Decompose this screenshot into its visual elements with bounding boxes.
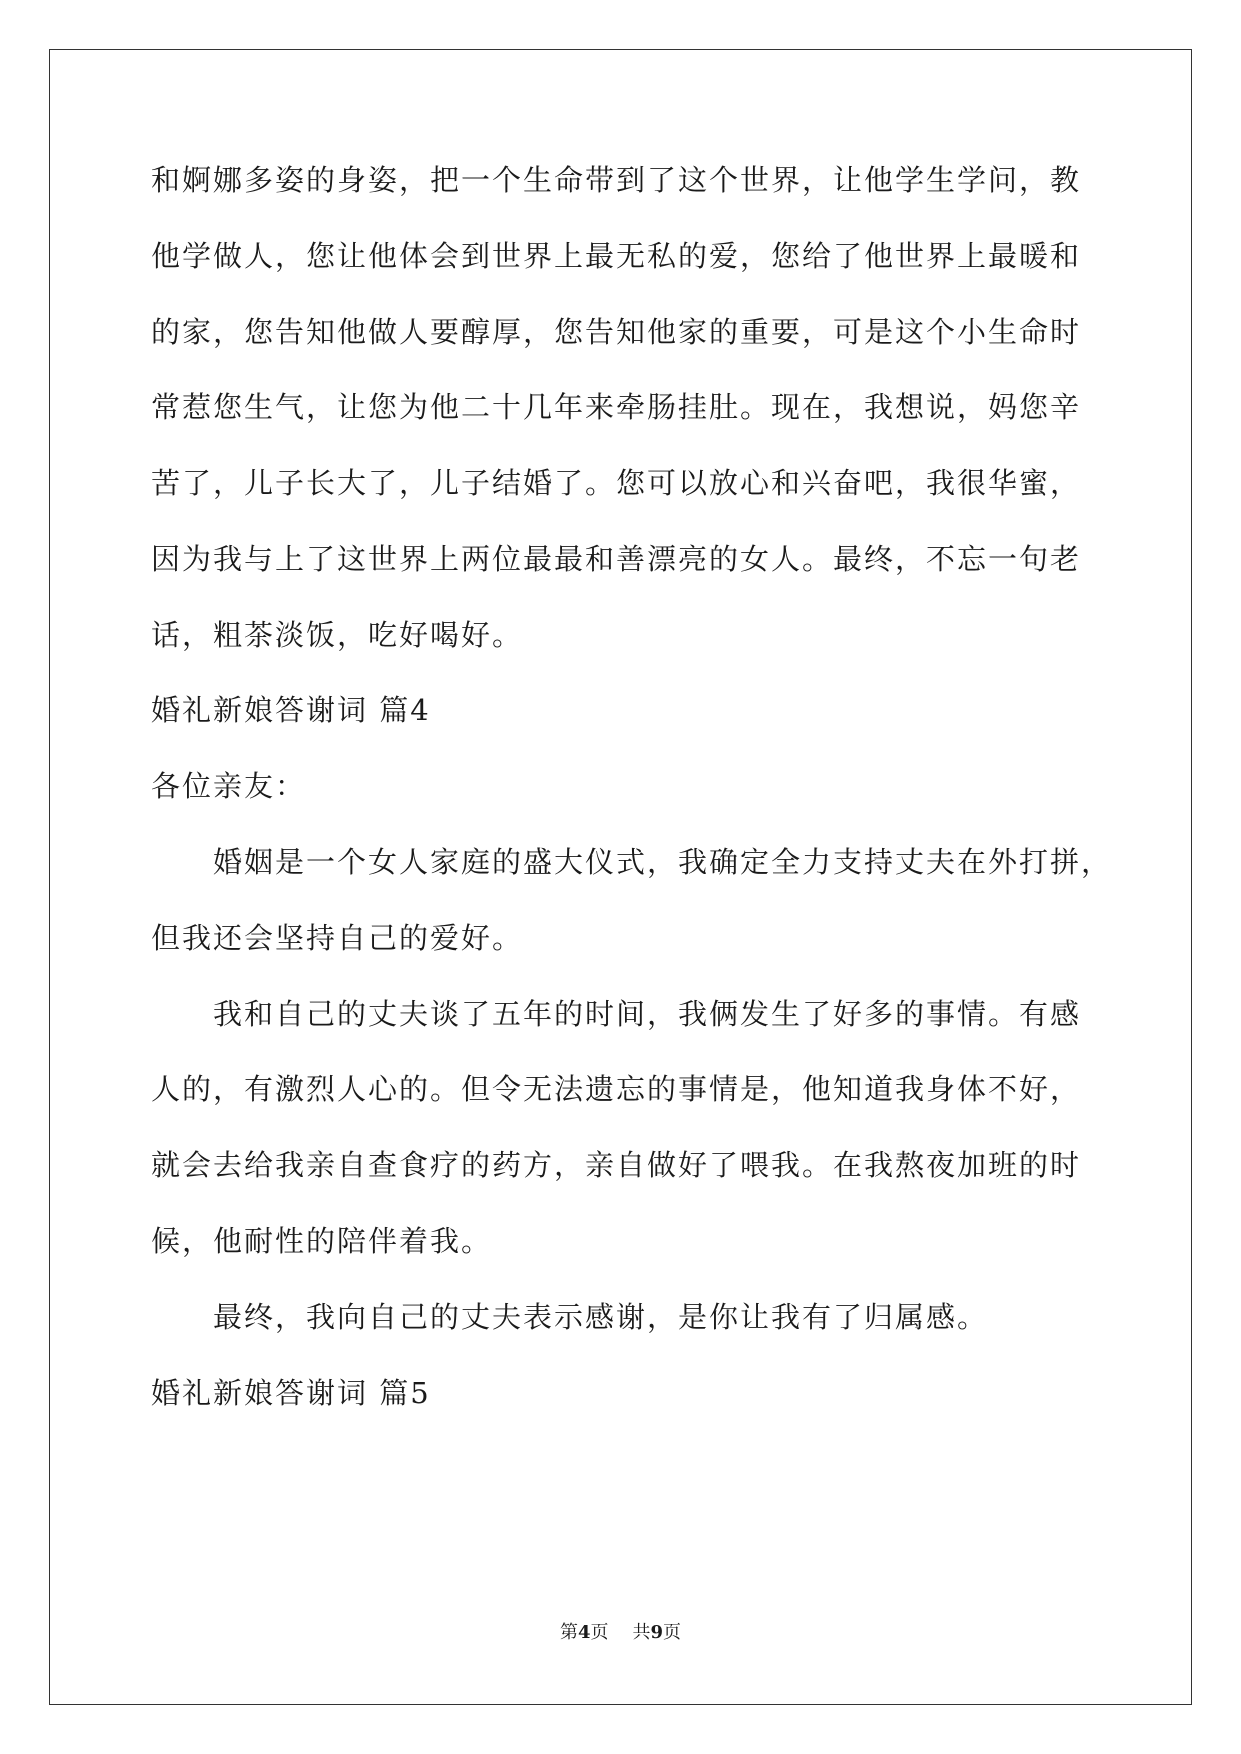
body-text-line: 的家，您告知他做人要醇厚，您告知他家的重要，可是这个小生命时 xyxy=(151,315,1082,349)
body-text-line: 苦了，儿子长大了，儿子结婚了。您可以放心和兴奋吧，我很华蜜， xyxy=(151,466,1082,500)
paragraph-first-line: 最终，我向自己的丈夫表示感谢，是你让我有了归属感。 xyxy=(213,1300,989,1334)
paragraph-first-line: 婚姻是一个女人家庭的盛大仪式，我确定全力支持丈夫在外打拼， xyxy=(213,845,1113,879)
body-text-line: 话，粗茶淡饭，吃好喝好。 xyxy=(151,618,524,652)
section-heading: 婚礼新娘答谢词 篇4 xyxy=(151,693,431,727)
body-text-line: 常惹您生气，让您为他二十几年来牵肠挂肚。现在，我想说，妈您辛 xyxy=(151,390,1082,424)
page-number-prefix: 第 xyxy=(559,1622,578,1643)
section-heading: 婚礼新娘答谢词 篇5 xyxy=(151,1376,431,1410)
total-pages-prefix: 共 xyxy=(632,1622,651,1643)
salutation: 各位亲友： xyxy=(151,769,307,803)
body-text-line: 但我还会坚持自己的爱好。 xyxy=(151,921,524,955)
body-text-line: 就会去给我亲自查食疗的药方，亲自做好了喂我。在我熬夜加班的时 xyxy=(151,1148,1082,1182)
body-text-line: 因为我与上了这世界上两位最最和善漂亮的女人。最终，不忘一句老 xyxy=(151,542,1082,576)
current-page-number: 4 xyxy=(577,1622,591,1643)
page-number-suffix: 页 xyxy=(590,1622,609,1643)
body-text-line: 他学做人，您让他体会到世界上最无私的爱，您给了他世界上最暖和 xyxy=(151,239,1082,273)
total-pages-suffix: 页 xyxy=(663,1622,682,1643)
page-footer xyxy=(0,1621,1241,1645)
body-text-line: 和婀娜多姿的身姿，把一个生命带到了这个世界，让他学生学问，教 xyxy=(151,163,1082,197)
body-text-line: 候，他耐性的陪伴着我。 xyxy=(151,1224,493,1258)
paragraph-first-line: 我和自己的丈夫谈了五年的时间，我俩发生了好多的事情。有感 xyxy=(213,997,1082,1031)
body-text-line: 人的，有激烈人心的。但令无法遗忘的事情是，他知道我身体不好， xyxy=(151,1072,1082,1106)
total-page-count: 9 xyxy=(650,1622,664,1643)
